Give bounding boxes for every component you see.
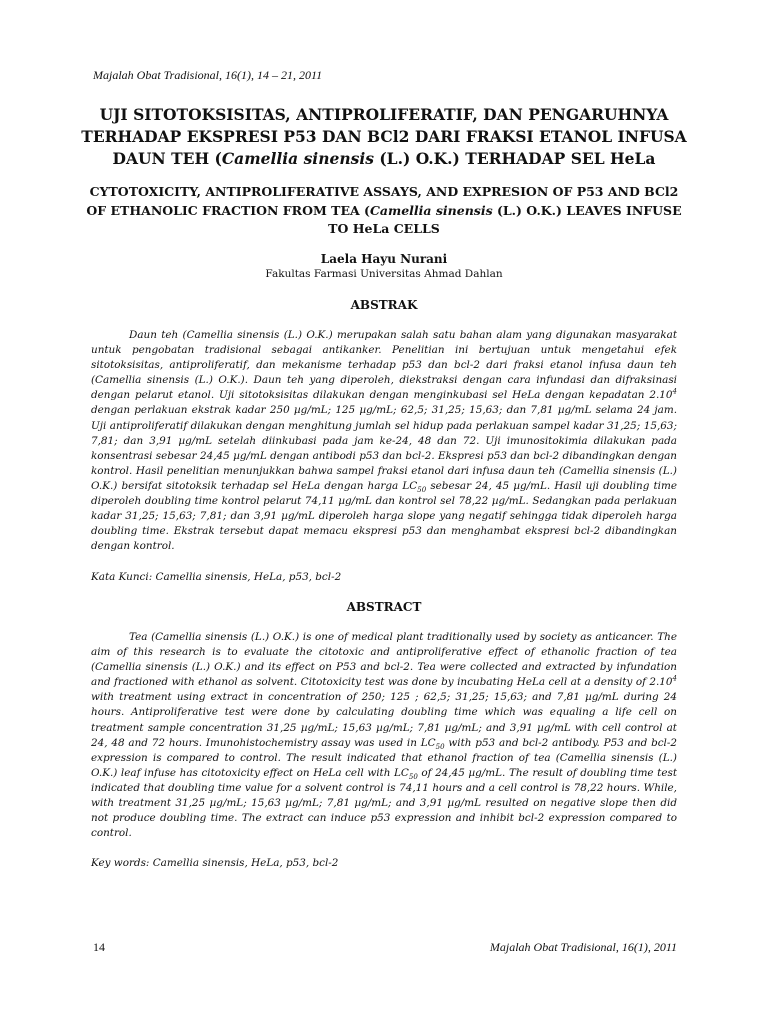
abstract-paragraph: Tea (Camellia sinensis (L.) O.K.) is one of medical plant traditionally used by society as anticancer. The aim of this research is to evaluate the citotoxic and antiproliferative effect of ethanolic fraction of tea (Camellia sinensis (L.) O.K.) and its effect on P53 and bcl-2. Tea were collected and extracted by infundation and fractioned with ethanol as solvent. Citotoxicity test was done by incubating HeLa cell at a density of 2.10$^4$ with treatment using extract in concentration of 250; 125 ; 62,5; 31,25; 15,63; and 7,81 µg/mL during 24 hours. Antiproliferative test were done by calculating doubling time which was equaling a life cell on treatment sample concentration 31,25 µg/mL; 15,63 µg/mL; 7,81 µg/mL; and 3,91 µg/mL with cell control at 24, 48 and 72 hours. Imunohistochemistry assay was used in $LC_{50}$ with p53 and bcl-2 antibody. P53 and bcl-2 expression is compared to control. The result indicated that ethanol fraction of tea (Camellia sinensis (L.) O.K.) leaf infuse has citotoxicity effect on HeLa cell with $LC_{50}$ of 24,45 µg/mL. The result of doubling time test indicated that doubling time value for a solvent control is 74,11 hours and a cell control is 78,22 hours. While, with treatment 31,25 µg/mL; 15,63 µg/mL; 7,81 µg/mL; and 3,91 µg/mL resulted on negative slope then did not produce doubling time. The extract can induce p53 expression and inhibit bcl-2 expression compared to control. <box>91 631 677 840</box>
title-english <box>80 183 688 239</box>
author-affiliation: Fakultas Farmasi Universitas Ahmad Dahlan <box>265 268 503 280</box>
title-en-species: Camellia sinensis <box>369 202 493 218</box>
title-id-species: Camellia sinensis <box>221 149 374 168</box>
title-indonesian <box>80 104 688 170</box>
author-name: Laela Hayu Nurani <box>320 252 448 266</box>
abstract-heading: ABSTRACT <box>346 600 422 614</box>
title-id-line-1: UJI SITOTOKSISITAS, ANTIPROLIFERATIF, DAN PENGARUHNYA <box>99 105 669 124</box>
journal-header: Majalah Obat Tradisional, 16(1), 14 – 21, 2011 <box>93 68 323 82</box>
abstrak-keywords: Kata Kunci: Camellia sinensis, HeLa, p53, bcl-2 <box>91 571 342 583</box>
abstrak-heading: ABSTRAK <box>350 298 418 312</box>
title-en-line-1: CYTOTOXICITY, ANTIPROLIFERATIVE ASSAYS, AND EXPRESION OF P53 AND BCl2 <box>89 184 679 199</box>
abstract-keywords: Key words: Camellia sinensis, HeLa, p53, bcl-2 <box>91 857 339 869</box>
journal-footer: Majalah Obat Tradisional, 16(1), 2011 <box>489 940 677 954</box>
page-number: 14 <box>93 940 105 954</box>
title-en-line-2: OF ETHANOLIC FRACTION FROM TEA (Camellia sinensis (L.) O.K.) LEAVES INFUSE <box>86 202 682 218</box>
title-en-line-3: TO HeLa CELLS <box>328 221 440 236</box>
abstrak-paragraph: Daun teh (Camellia sinensis (L.) O.K.) merupakan salah satu bahan alam yang digunakan masyarakat untuk pengobatan tradisional sebagai antikanker. Penelitian ini bertujuan untuk mengetahui efek sitotoksisitas, antiproliferatif, dan mekanisme terhadap p53 dan bcl-2 dari fraksi etanol infusa daun teh (Camellia sinensis (L.) O.K.). Daun teh yang diperoleh, diekstraksi dengan cara infundasi dan difraksinasi dengan pelarut etanol. Uji sitotoksisitas dilakukan dengan menginkubasi sel HeLa dengan kepadatan 2.10$^4$ dengan perlakuan ekstrak kadar 250 µg/mL; 125 µg/mL; 62,5; 31,25; 15,63; dan 7,81 µg/mL selama 24 jam. Uji antiproliferatif dilakukan dengan menghitung jumlah sel hidup pada perlakuan sampel kadar 31,25; 15,63; 7,81; dan 3,91 µg/mL setelah diinkubasi pada jam ke-24, 48 dan 72. Uji imunositokimia dilakukan pada konsentrasi sebesar 24,45 µg/mL dengan antibodi p53 dan bcl-2. Ekspresi p53 dan bcl-2 dibandingkan dengan kontrol. Hasil penelitian menunjukkan bahwa sampel fraksi etanol dari infusa daun teh (Camellia sinensis (L.) O.K.) bersifat sitotoksik terhadap sel HeLa dengan harga $LC_{50}$ sebesar 24, 45 µg/mL. Hasil uji doubling time diperoleh doubling time kontrol pelarut 74,11 µg/mL dan kontrol sel 78,22 µg/mL. Sedangkan pada perlakuan kadar 31,25; 15,63; 7,81; dan 3,91 µg/mL diperoleh harga slope yang negatif sehingga tidak diperoleh harga doubling time. Ekstrak tersebut dapat memacu ekspresi p53 dan menghambat ekspresi bcl-2 dibandingkan dengan kontrol. <box>91 329 678 553</box>
title-id-line-3: DAUN TEH (Camellia sinensis (L.) O.K.) TERHADAP SEL HeLa <box>112 149 656 168</box>
title-id-line-2: TERHADAP EKSPRESI P53 DAN BCl2 DARI FRAKSI ETANOL INFUSA <box>81 127 687 146</box>
